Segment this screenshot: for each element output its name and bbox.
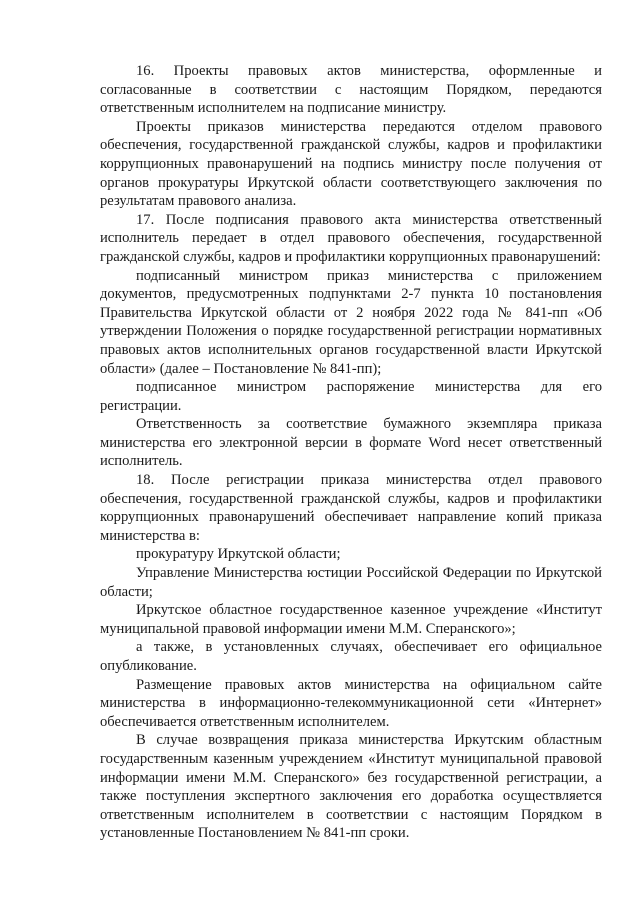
paragraph-return-case: В случае возвращения приказа министерства Иркутским областным государственным казенным учреждением «Институт муниципальной правовой информации имени М.М. Сперанского» без государственной регистрации, а также поступления экспертного заключения его доработка осуществляется ответственным исполнителем в соответствии с настоящим Порядком в установленные Постановлением № 841-пп сроки. bbox=[100, 732, 602, 842]
document-page bbox=[100, 62, 602, 843]
paragraph-website-posting: Размещение правовых актов министерства на официальном сайте министерства в информационно-телекоммуникационной сети «Интернет» обеспечивается ответственным исполнителем. bbox=[100, 676, 602, 730]
list-item-justice-department: Управление Министерства юстиции Российской Федерации по Иркутской области; bbox=[100, 565, 602, 600]
paragraph-18-after-registration: 18. После регистрации приказа министерства отдел правового обеспечения, государственной гражданской службы, кадров и профилактики коррупционных правонарушений обеспечивает направление копий приказа министерства в: bbox=[100, 472, 602, 544]
paragraph-draft-orders: Проекты приказов министерства передаются отделом правового обеспечения, государственной гражданской службы, кадров и профилактики коррупционных правонарушений на подпись министру после получения от органов прокуратуры Иркутской области соответствующего заключения по результатам правового анализа. bbox=[100, 118, 602, 210]
paragraph-official-publication: а также, в установленных случаях, обеспечивает его официальное опубликование. bbox=[100, 639, 602, 674]
list-item-speransky-institute: Иркутское областное государственное казенное учреждение «Институт муниципальной правовой информации имени М.М. Сперанского»; bbox=[100, 602, 602, 637]
list-item-prosecutor: прокуратуру Иркутской области; bbox=[136, 546, 341, 563]
paragraph-17-after-signing: 17. После подписания правового акта министерства ответственный исполнитель передает в отдел правового обеспечения, государственной гражданской службы, кадров и профилактики коррупционных правонарушений: bbox=[100, 211, 602, 265]
list-item-signed-directive: подписанное министром распоряжение министерства для его регистрации. bbox=[100, 379, 602, 414]
paragraph-16-submission: 16. Проекты правовых актов министерства, оформленные и согласованные в соответствии с настоящим Порядком, передаются ответственным исполнителем на подписание министру. bbox=[100, 63, 602, 117]
list-item-signed-order: подписанный министром приказ министерства с приложением документов, предусмотренных подпунктами 2-7 пункта 10 постановления Правительства Иркутской области от 2 ноября 2022 года № 841-пп «Об утверждении Положения о порядке государственной регистрации нормативных правовых актов исполнительных органов государственной власти Иркутской области» (далее – Постановление № 841-пп); bbox=[100, 267, 602, 377]
paragraph-responsibility: Ответственность за соответствие бумажного экземпляра приказа министерства его электронной версии в формате Word несет ответственный исполнитель. bbox=[100, 416, 602, 470]
